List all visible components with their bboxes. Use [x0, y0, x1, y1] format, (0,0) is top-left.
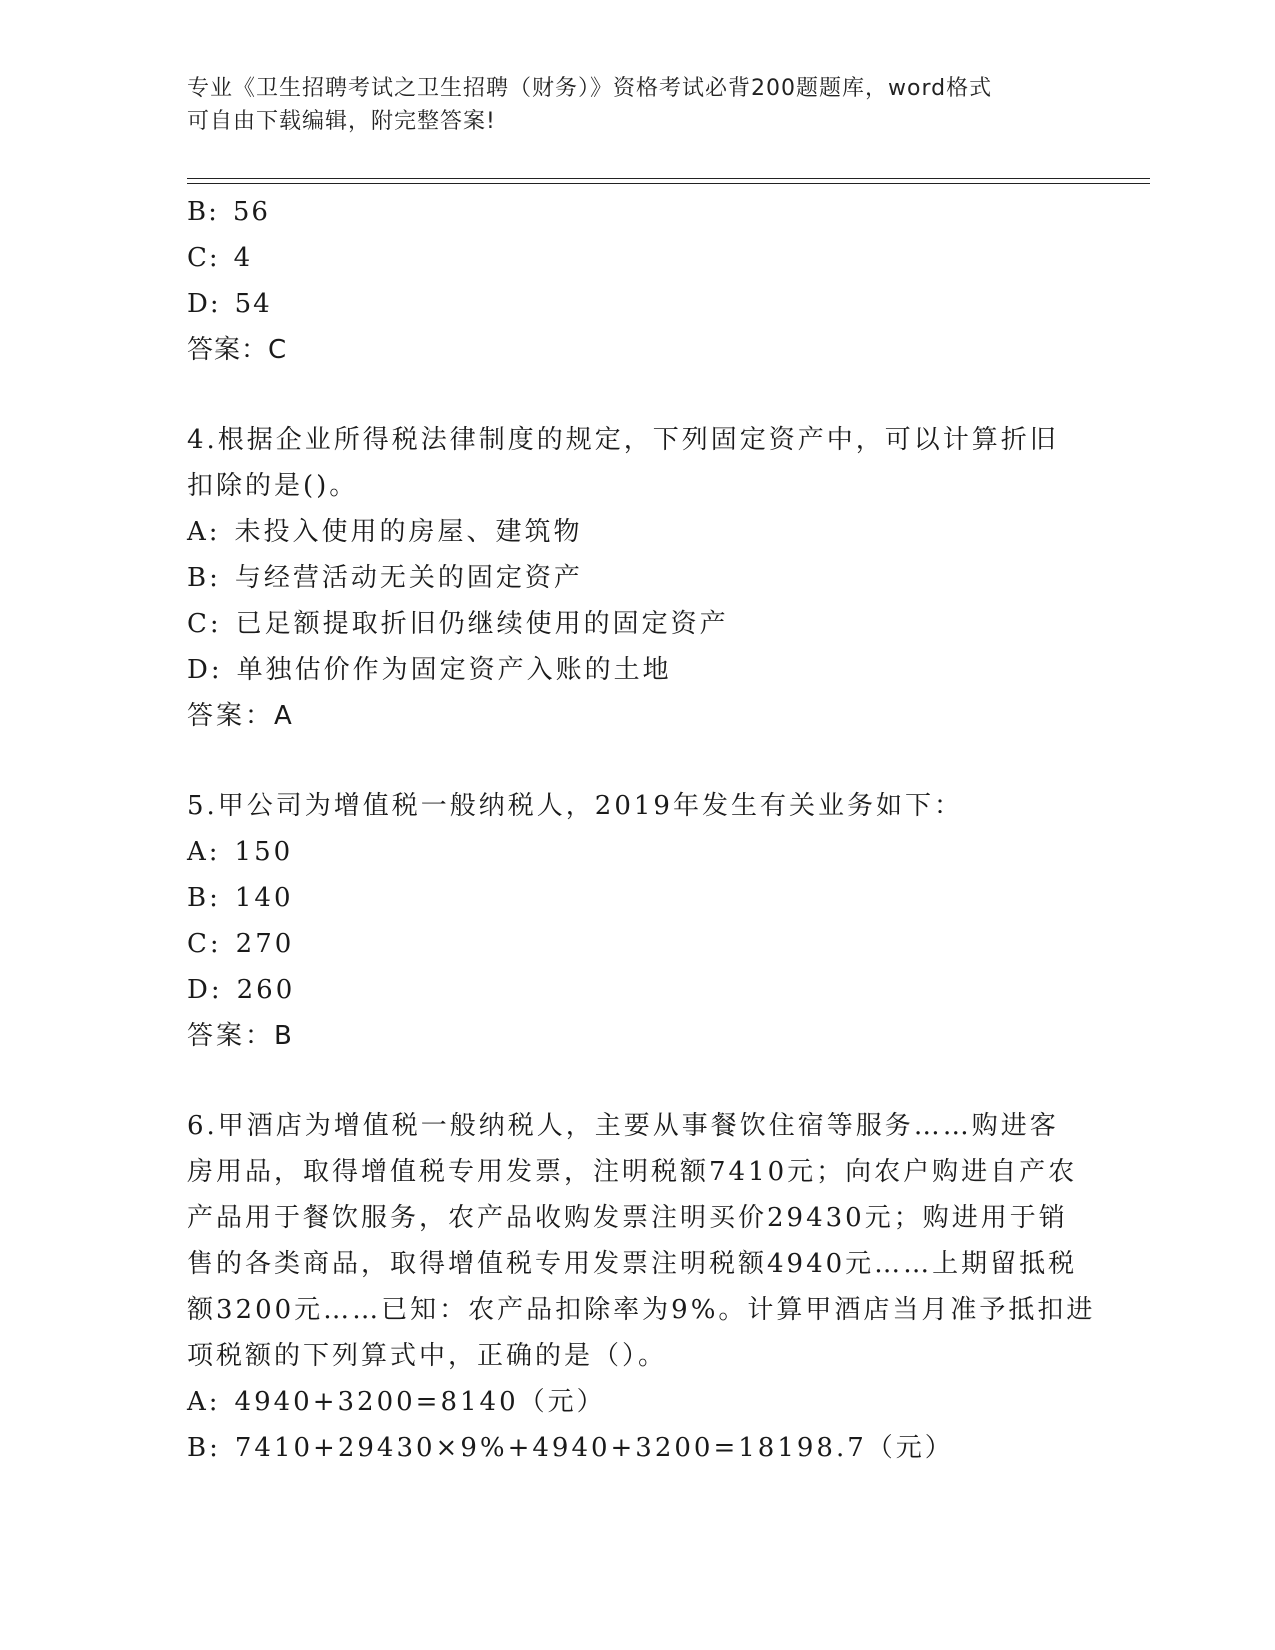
question-stem: 项税额的下列算式中，正确的是（）。: [187, 1341, 668, 1371]
question-6: [187, 1103, 1096, 1471]
option-b: B: 56: [187, 197, 270, 227]
answer: 答案：A: [187, 701, 295, 731]
question-5: [187, 783, 1087, 1059]
answer: 答案：B: [187, 1021, 295, 1051]
question-stem: 4.根据企业所得税法律制度的规定，下列固定资产中，可以计算折旧: [187, 425, 1059, 455]
document-header: [187, 72, 1087, 138]
question-stem: 5.甲公司为增值税一般纳税人，2019年发生有关业务如下：: [187, 791, 963, 821]
option-d: D: 54: [187, 289, 272, 319]
option-c: C: 4: [187, 243, 253, 273]
question-stem: 6.甲酒店为增值税一般纳税人，主要从事餐饮住宿等服务……购进客: [187, 1111, 1059, 1141]
option-a: A: 150: [187, 837, 294, 867]
option-b: B: 7410+29430×9%+4940+3200=18198.7（元）: [187, 1433, 954, 1463]
question-3: [187, 189, 1087, 373]
document-body: [187, 189, 1096, 1471]
question-stem: 售的各类商品，取得增值税专用发票注明税额4940元……上期留抵税: [187, 1249, 1078, 1279]
option-b: B: 140: [187, 883, 294, 913]
question-stem: 产品用于餐饮服务，农产品收购发票注明买价29430元；购进用于销: [187, 1203, 1068, 1233]
question-stem: 额3200元……已知：农产品扣除率为9%。计算甲酒店当月准予抵扣进: [187, 1295, 1096, 1325]
option-d: D: 单独估价作为固定资产入账的土地: [187, 655, 672, 685]
answer: 答案：C: [187, 335, 288, 365]
header-title-line-1: 专业《卫生招聘考试之卫生招聘（财务）》资格考试必背200题题库，word格式: [187, 76, 993, 101]
header-rule-bottom: [187, 183, 1150, 184]
option-a: A: 4940+3200=8140（元）: [187, 1387, 606, 1417]
option-d: D: 260: [187, 975, 296, 1005]
option-c: C: 已足额提取折旧仍继续使用的固定资产: [187, 609, 729, 639]
question-4: [187, 417, 1087, 739]
option-b: B: 与经营活动无关的固定资产: [187, 563, 583, 593]
option-a: A: 未投入使用的房屋、建筑物: [187, 517, 583, 547]
header-title-line-2: 可自由下载编辑，附完整答案!: [187, 109, 496, 134]
question-stem: 扣除的是()。: [187, 471, 359, 501]
header-rule-top: [187, 178, 1150, 179]
question-stem: 房用品，取得增值税专用发票，注明税额7410元；向农户购进自产农: [187, 1157, 1078, 1187]
option-c: C: 270: [187, 929, 295, 959]
